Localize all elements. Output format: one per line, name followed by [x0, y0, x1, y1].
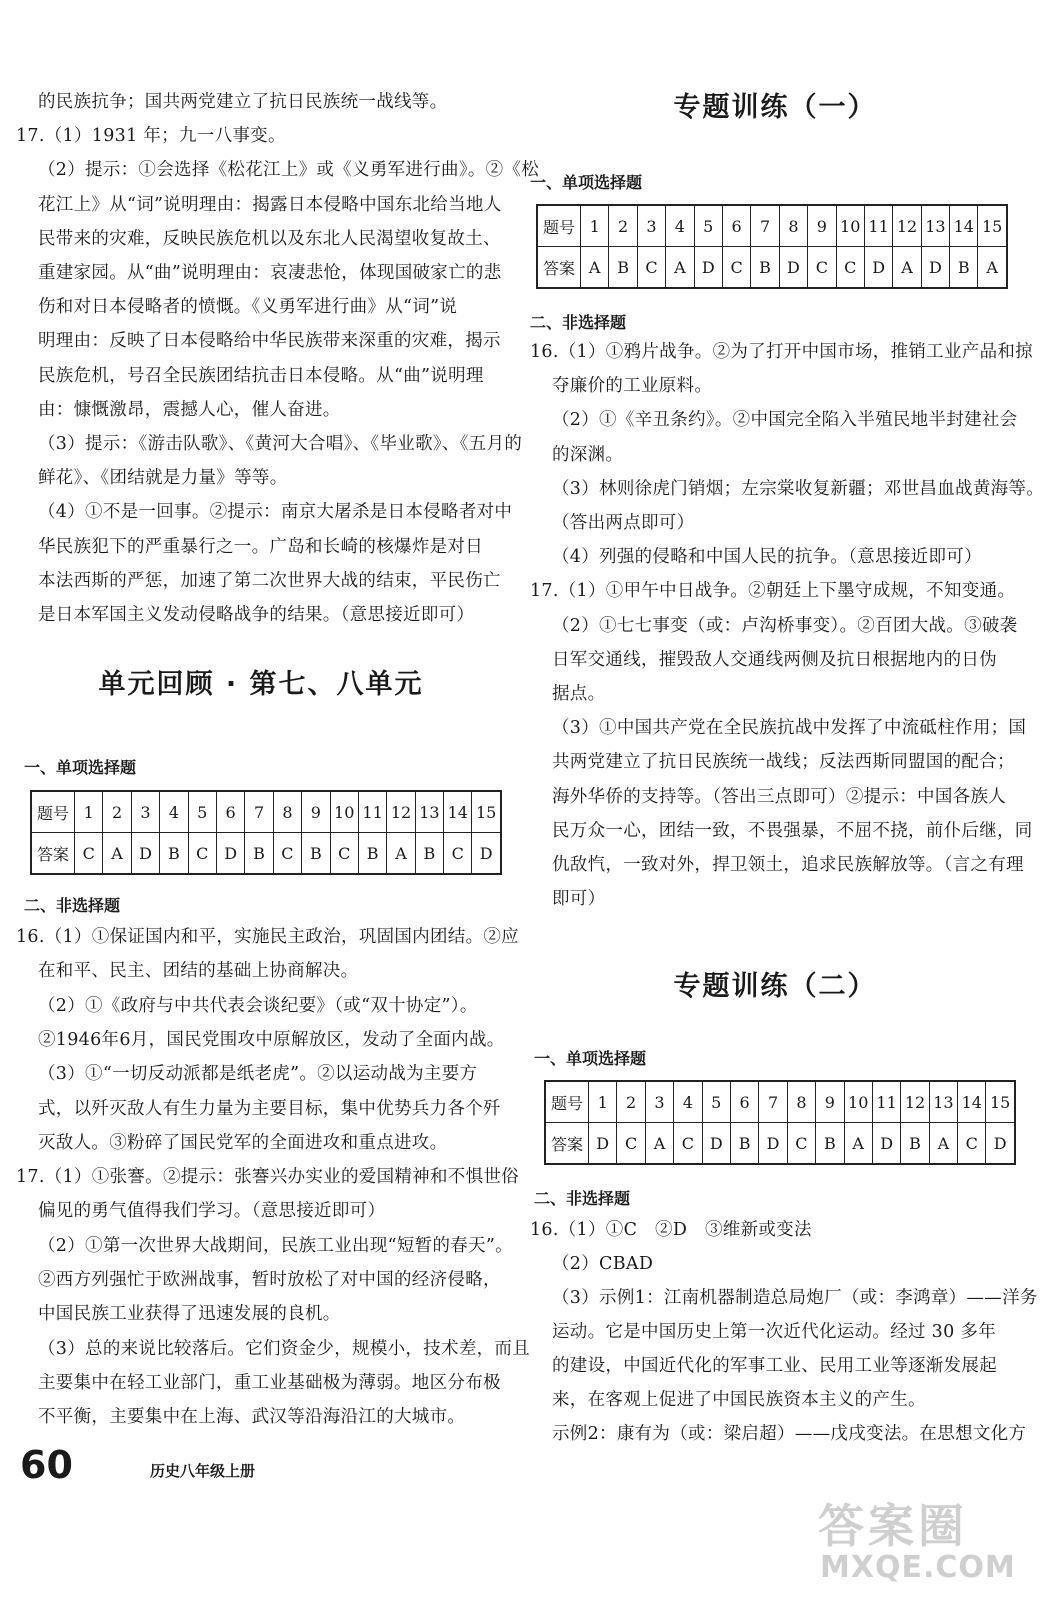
question-number: 7 [245, 791, 273, 833]
row-label: 答案 [545, 1123, 589, 1165]
answer-line: 海外华侨的支持等。（答出三点即可）②提示：中国各族人 [552, 786, 1007, 807]
section-heading: 一、单项选择题 [24, 758, 137, 777]
question-number-row [31, 791, 501, 833]
question-number-row [545, 1081, 1015, 1123]
answer-line: 的深渊。 [552, 444, 624, 465]
question-number: 2 [609, 205, 637, 247]
question-number: 10 [836, 205, 864, 247]
answer-line: 示例2：康有为（或：梁启超）——戊戌变法。在思想文化方 [552, 1424, 1027, 1444]
answer-row [537, 247, 1007, 289]
answer-cell: A [645, 1123, 673, 1165]
answer-line: 来，在客观上促进了中国民族资本主义的产生。 [552, 1390, 926, 1410]
section-heading: 一、单项选择题 [530, 173, 643, 192]
watermark-mark: 答案圈 [818, 1499, 968, 1553]
answer-row [31, 833, 501, 875]
question-number: 13 [415, 791, 443, 833]
answer-cell: B [245, 833, 273, 875]
answer-cell: D [216, 833, 244, 875]
book-title: 历史八年级上册 [150, 1462, 256, 1480]
question-number: 5 [702, 1081, 730, 1123]
answer-cell: A [103, 833, 131, 875]
question-number: 9 [816, 1081, 844, 1123]
answer-line: （答出两点即可） [552, 513, 695, 533]
question-number: 10 [844, 1081, 872, 1123]
question-number: 6 [216, 791, 244, 833]
answer-line: 民带来的灾难，反映民族危机以及东北人民渴望收复故土、 [38, 228, 501, 249]
question-number: 12 [893, 205, 921, 247]
answer-line: （3）示例1：江南机器制造总局炮厂（或：李鸿章）——洋务 [552, 1288, 1038, 1308]
question-number: 3 [131, 791, 159, 833]
answer-line: 在和平、民主、团结的基础上协商解决。 [38, 961, 359, 982]
answer-line: 民万众一心，团结一致，不畏强暴，不屈不挠，前仆后继，同 [552, 820, 1033, 841]
answer-cell: D [694, 247, 722, 289]
answer-table [544, 1080, 1016, 1165]
answer-cell: C [787, 1123, 815, 1165]
question-number: 2 [617, 1081, 645, 1123]
answer-cell: D [759, 1123, 787, 1165]
question-number: 14 [444, 791, 472, 833]
answer-line: （3）林则徐虎门销烟；左宗棠收复新疆；邓世昌血战黄海等。 [552, 478, 1045, 499]
question-number: 8 [273, 791, 301, 833]
section-title: 专题训练（一） [673, 92, 877, 123]
answer-cell: B [358, 833, 386, 875]
row-label: 题号 [545, 1081, 589, 1123]
answer-cell: A [666, 247, 694, 289]
answer-line: 17.（1）1931 年；九一八事变。 [16, 126, 286, 147]
answer-line: 仇敌忾，一致对外，捍卫领土，追求民族解放等。（言之有理 [552, 855, 1024, 875]
question-number: 8 [787, 1081, 815, 1123]
question-number: 5 [188, 791, 216, 833]
row-label: 题号 [31, 791, 75, 833]
answer-line: 由：慷慨激昂，震撼人心，催人奋进。 [38, 399, 341, 420]
answer-line: 偏见的勇气值得我们学习。（意思接近即可） [38, 1201, 386, 1222]
answer-line: 夺廉价的工业原料。 [552, 376, 713, 397]
answer-line: （2）CBAD [552, 1254, 654, 1274]
answer-table [30, 790, 502, 875]
answer-line: 的建设，中国近代化的军事工业、民用工业等逐渐发展起 [552, 1356, 997, 1376]
answer-line: （2）提示：①会选择《松花江上》或《义勇军进行曲》。②《松 [38, 160, 540, 181]
answer-cell: C [330, 833, 358, 875]
answer-line: 是日本军国主义发动侵略战争的结果。（意思接近即可） [38, 605, 475, 625]
answer-cell: C [808, 247, 836, 289]
answer-cell: B [415, 833, 443, 875]
row-label: 题号 [537, 205, 581, 247]
answer-line: 式，以歼灭敌人有生力量为主要目标，集中优势兵力各个歼 [38, 1098, 501, 1119]
row-label: 答案 [537, 247, 581, 289]
question-number: 4 [666, 205, 694, 247]
watermark-logo [808, 1488, 1048, 1596]
question-number: 9 [302, 791, 330, 833]
answer-line: 明理由：反映了日本侵略给中华民族带来深重的灾难，揭示 [38, 331, 501, 352]
question-number: 4 [674, 1081, 702, 1123]
answer-cell: C [617, 1123, 645, 1165]
answer-line: （4）列强的侵略和中国人民的抗争。（意思接近即可） [552, 547, 982, 568]
answer-cell: C [637, 247, 665, 289]
question-number: 9 [808, 205, 836, 247]
answer-line: （3）总的来说比较落后。它们资金少，规模小，技术差，而且 [38, 1338, 531, 1359]
answer-line: 本法西斯的严惩，加速了第二次世界大战的结束，平民伤亡 [38, 570, 501, 591]
answer-line: （2）①《辛丑条约》。②中国完全陷入半殖民地半封建社会 [552, 410, 1018, 431]
answer-cell: B [609, 247, 637, 289]
answer-cell: D [921, 247, 949, 289]
section-heading: 一、单项选择题 [534, 1049, 647, 1068]
answer-line: 主要集中在轻工业部门，重工业基础极为薄弱。地区分布极 [38, 1372, 501, 1393]
answer-line: 不平衡，主要集中在上海、武汉等沿海沿江的大城市。 [38, 1407, 466, 1428]
question-number: 10 [330, 791, 358, 833]
answer-cell: A [978, 247, 1007, 289]
answer-cell: D [702, 1123, 730, 1165]
question-number: 11 [872, 1081, 900, 1123]
answer-line: 共两党建立了抗日民族统一战线；反法西斯同盟国的配合； [552, 752, 1015, 773]
question-number: 11 [864, 205, 892, 247]
question-number: 14 [950, 205, 978, 247]
section-heading: 二、非选择题 [24, 896, 121, 915]
answer-line: （3）①“一切反动派都是纸老虎”。②以运动战为主要方 [38, 1064, 478, 1085]
question-number: 1 [589, 1081, 617, 1123]
answer-line: 日军交通线，摧毁敌人交通线两侧及抗日根据地内的日伪 [552, 649, 997, 670]
answer-line: 17.（1）①张謇。②提示：张謇兴办实业的爱国精神和不惧世俗 [16, 1167, 519, 1188]
question-number: 3 [637, 205, 665, 247]
answer-cell: D [472, 833, 501, 875]
answer-line: 鲜花》、《团结就是力量》等等。 [38, 468, 288, 489]
answer-cell: D [779, 247, 807, 289]
answer-line: 运动。它是中国历史上第一次近代化运动。经过 30 多年 [552, 1322, 996, 1342]
answer-cell: A [387, 833, 415, 875]
question-number: 7 [759, 1081, 787, 1123]
section-title: 单元回顾 · 第七、八单元 [98, 669, 424, 700]
answer-cell: B [302, 833, 330, 875]
question-number: 12 [901, 1081, 929, 1123]
answer-line: 花江上》从“词”说明理由：揭露日本侵略中国东北给当地人 [38, 194, 502, 215]
answer-cell: A [844, 1123, 872, 1165]
section-title: 专题训练（二） [673, 971, 877, 1002]
answer-cell: C [958, 1123, 986, 1165]
answer-cell: C [75, 833, 103, 875]
question-number: 13 [929, 1081, 957, 1123]
question-number: 1 [581, 205, 609, 247]
answer-row [545, 1123, 1015, 1165]
answer-cell: B [160, 833, 188, 875]
answer-cell: D [131, 833, 159, 875]
answer-line: ②西方列强忙于欧洲战事，暂时放松了对中国的经济侵略， [38, 1270, 501, 1290]
section-heading: 二、非选择题 [530, 313, 627, 332]
answer-line: （3）提示：《游击队歌》、《黄河大合唱》、《毕业歌》、《五月的 [38, 434, 523, 454]
question-number: 7 [751, 205, 779, 247]
answer-cell: C [674, 1123, 702, 1165]
answer-line: 华民族犯下的严重暴行之一。广岛和长崎的核爆炸是对日 [38, 536, 483, 557]
answer-line: （2）①《政府与中共代表会谈纪要》（或“双十协定”）。 [38, 995, 478, 1016]
answer-cell: C [836, 247, 864, 289]
question-number: 13 [921, 205, 949, 247]
page-number: 60 [20, 1443, 73, 1487]
question-number: 6 [722, 205, 750, 247]
answer-cell: B [751, 247, 779, 289]
answer-cell: D [872, 1123, 900, 1165]
question-number: 4 [160, 791, 188, 833]
answer-line: 伤和对日本侵略者的愤慨。《义勇军进行曲》从“词”说 [38, 297, 458, 318]
question-number: 11 [358, 791, 386, 833]
answer-line: 重建家园。从“曲”说明理由：哀凄悲怆，体现国破家亡的悲 [38, 263, 502, 283]
question-number: 5 [694, 205, 722, 247]
answer-line: （2）①第一次世界大战期间，民族工业出现“短暂的春天”。 [38, 1235, 513, 1256]
answer-cell: A [893, 247, 921, 289]
answer-line: （2）①七七事变（或：卢沟桥事变）。②百团大战。③破袭 [552, 615, 1018, 636]
question-number: 2 [103, 791, 131, 833]
answer-cell: A [929, 1123, 957, 1165]
answer-cell: C [188, 833, 216, 875]
answer-line: 中国民族工业获得了迅速发展的良机。 [38, 1304, 341, 1325]
answer-cell: A [581, 247, 609, 289]
answer-line: （3）①中国共产党在全民族抗战中发挥了中流砥柱作用；国 [552, 718, 1027, 739]
question-number: 12 [387, 791, 415, 833]
answer-cell: D [589, 1123, 617, 1165]
answer-cell: B [816, 1123, 844, 1165]
answer-line: 即可） [552, 889, 606, 910]
answer-line: （4）①不是一回事。②提示：南京大屠杀是日本侵略者对中 [38, 502, 513, 523]
question-number: 8 [779, 205, 807, 247]
answer-line: 民族危机，号召全民族团结抗击日本侵略。从“曲”说明理 [38, 365, 484, 386]
question-number: 1 [75, 791, 103, 833]
question-number: 14 [958, 1081, 986, 1123]
question-number: 15 [472, 791, 501, 833]
question-number: 15 [978, 205, 1007, 247]
question-number-row [537, 205, 1007, 247]
watermark-url: MXQE.COM [820, 1550, 1016, 1585]
answer-line: 16.（1）①鸦片战争。②为了打开中国市场，推销工业产品和掠 [530, 342, 1033, 362]
answer-cell: B [730, 1123, 758, 1165]
answer-cell: C [444, 833, 472, 875]
question-number: 15 [986, 1081, 1015, 1123]
answer-cell: B [950, 247, 978, 289]
answer-line: 的民族抗争；国共两党建立了抗日民族统一战线等。 [38, 92, 448, 112]
question-number: 3 [645, 1081, 673, 1123]
answer-line: 16.（1）①C ②D ③维新或变法 [530, 1220, 812, 1240]
answer-cell: B [901, 1123, 929, 1165]
answer-line: 17.（1）①甲午中日战争。②朝廷上下墨守成规，不知变通。 [530, 581, 1016, 602]
question-number: 6 [730, 1081, 758, 1123]
answer-line: 据点。 [552, 684, 606, 704]
answer-line: 16.（1）①保证国内和平，实施民主政治，巩固国内团结。②应 [16, 927, 519, 947]
answer-line: 灭敌人。③粉碎了国民党军的全面进攻和重点进攻。 [38, 1132, 448, 1153]
row-label: 答案 [31, 833, 75, 875]
answer-line: ②1946年6月，国民党围攻中原解放区，发动了全面内战。 [38, 1029, 505, 1050]
section-heading: 二、非选择题 [534, 1189, 631, 1208]
answer-cell: C [273, 833, 301, 875]
answer-cell: C [722, 247, 750, 289]
answer-cell: D [986, 1123, 1015, 1165]
answer-cell: D [864, 247, 892, 289]
answer-table [536, 204, 1008, 289]
